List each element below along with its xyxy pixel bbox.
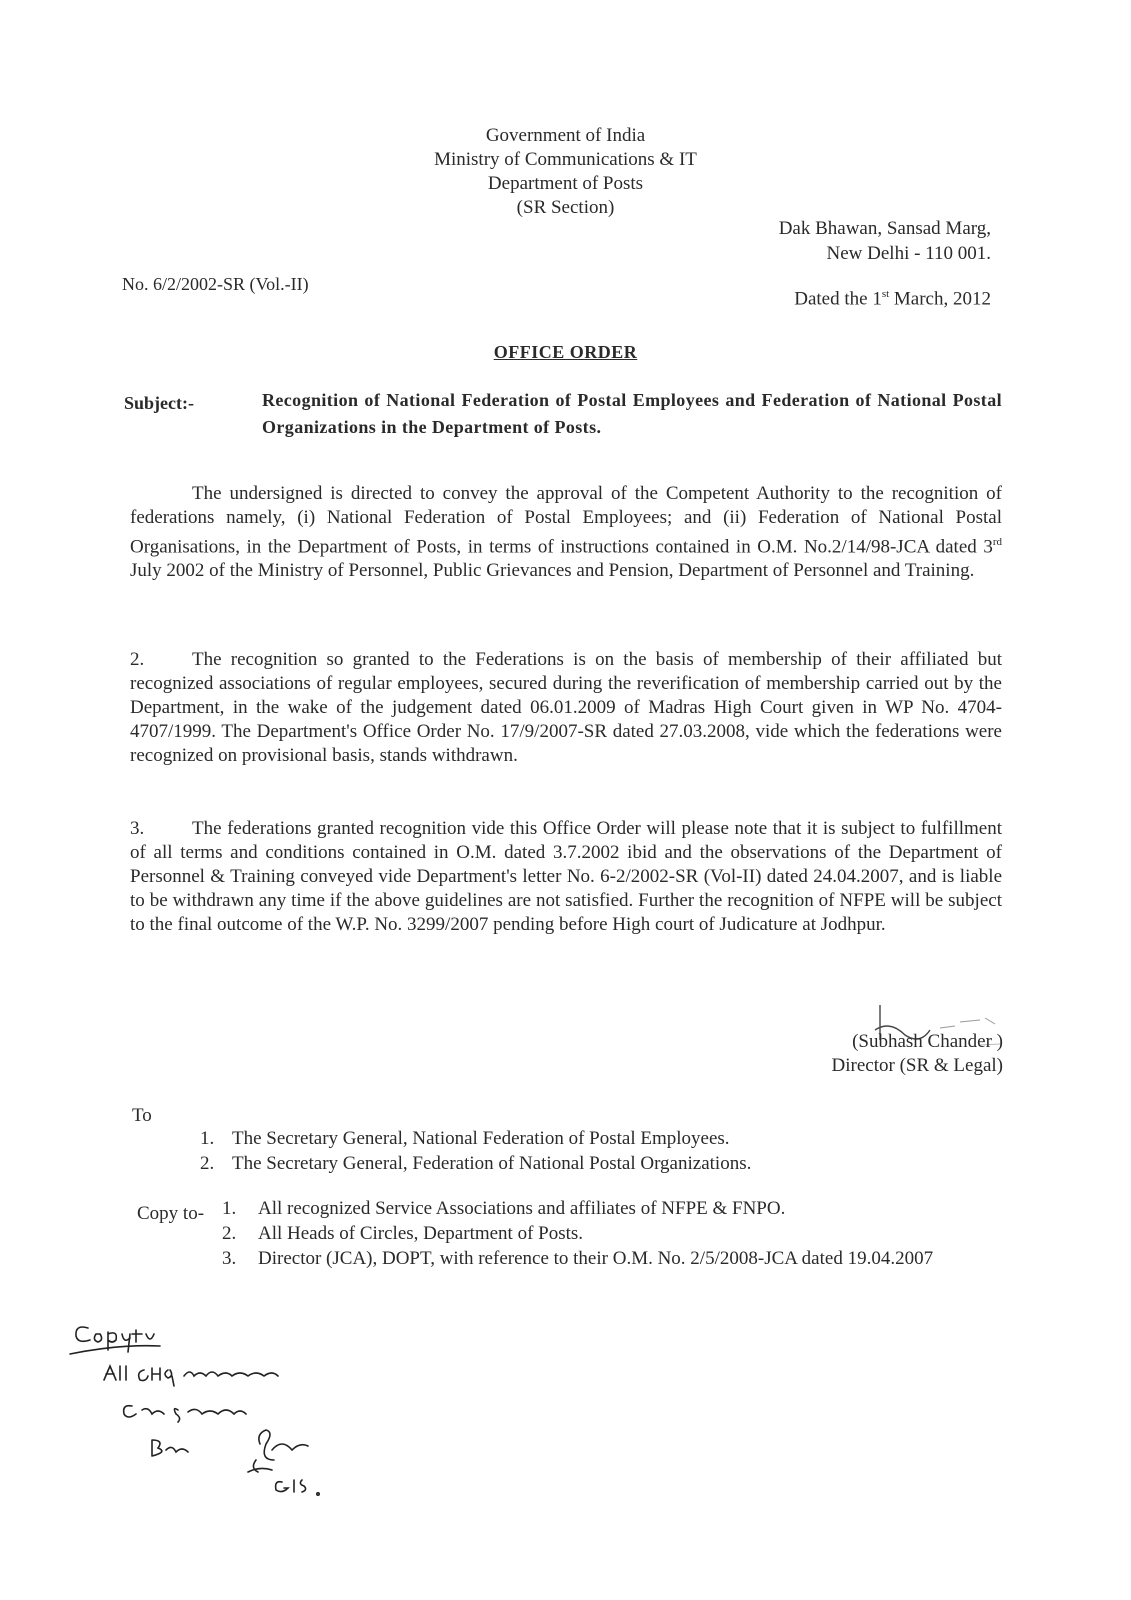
signatory-designation: Director (SR & Legal) xyxy=(831,1055,1003,1076)
letterhead-line-government: Government of India xyxy=(485,125,646,146)
addressee-item-text: The Secretary General, Federation of National Postal Organizations. xyxy=(232,1153,752,1174)
copy-to-item xyxy=(222,1221,1012,1246)
date-prefix: Dated the 1 xyxy=(794,288,882,310)
signatory-name: (Subhash Chander ) xyxy=(852,1031,1003,1052)
paragraph-1-part-b: July 2002 of the Ministry of Personnel, Public Grievances and Pension, Department of Personnel and Training. xyxy=(130,560,975,582)
addressee-item xyxy=(200,1126,751,1151)
copy-to-label: Copy to- xyxy=(137,1203,205,1224)
copy-to-item-number: 3. xyxy=(222,1248,237,1269)
addressee-item-number: 2. xyxy=(200,1153,215,1174)
addressee-label: To xyxy=(132,1105,152,1126)
date-superscript: st xyxy=(881,288,890,300)
address-line-2: New Delhi - 110 001. xyxy=(826,243,991,264)
subject-label: Subject:- xyxy=(124,393,194,413)
office-address xyxy=(779,216,991,266)
copy-to-list xyxy=(222,1196,1012,1271)
letterhead xyxy=(0,124,1131,220)
paragraph-3-number: 3. xyxy=(130,818,145,839)
letterhead-line-ministry: Ministry of Communications & IT xyxy=(434,149,697,170)
addressee-item xyxy=(200,1151,751,1176)
date-suffix: March, 2012 xyxy=(889,288,991,310)
subject-text: Recognition of National Federation of Postal Employees and Federation of National Postal Organizations in the Department of Posts. xyxy=(262,390,1002,437)
paragraph-2-text: The recognition so granted to the Federations is on the basis of membership of their affiliated but recognized associations of regular employees, secured during the reverification of membership carried out by the Department, in the wake of the judgement dated 06.01.2009 of Madras High Court given in WP No. 4704-4707/1999. The Department's Office Order No. 17/9/2007-SR dated 27.03.2008, vide which the federations were recognized on provisional basis, stands withdrawn. xyxy=(130,649,1002,766)
paragraph-1-superscript: rd xyxy=(992,536,1002,548)
handwritten-note-icon xyxy=(60,1310,390,1500)
date-line xyxy=(794,288,991,310)
copy-to-item-text: Director (JCA), DOPT, with reference to their O.M. No. 2/5/2008-JCA dated 19.04.2007 xyxy=(258,1248,934,1269)
letterhead-line-section: (SR Section) xyxy=(516,197,615,218)
address-line-1: Dak Bhawan, Sansad Marg, xyxy=(778,218,991,239)
copy-to-item xyxy=(222,1196,1012,1221)
copy-to-item-number: 2. xyxy=(222,1223,237,1244)
copy-to-item-number: 1. xyxy=(222,1198,237,1219)
copy-to-item-text: All Heads of Circles, Department of Posts. xyxy=(258,1223,584,1244)
addressee-item-text: The Secretary General, National Federation of Postal Employees. xyxy=(232,1128,730,1149)
paragraph-2-number: 2. xyxy=(130,649,145,670)
addressee-item-number: 1. xyxy=(200,1128,215,1149)
reference-number: No. 6/2/2002-SR (Vol.-II) xyxy=(122,274,309,294)
paragraph-2 xyxy=(130,648,1002,768)
paragraph-3-text: The federations granted recognition vide this Office Order will please note that it is subject to fulfillment of all terms and conditions contained in O.M. dated 3.7.2002 ibid and the observations of the Department of Personnel & Training conveyed vide Department's letter No. 6-2/2002-SR (Vol-II) dated 24.04.2007, and is liable to be withdrawn any time if the above guidelines are not satisfied. Further the recognition of NFPE will be subject to the final outcome of the W.P. No. 3299/2007 pending before High court of Judicature at Jodhpur. xyxy=(130,818,1002,935)
paragraph-3 xyxy=(130,817,1002,937)
paragraph-1-part-a: The undersigned is directed to convey the approval of the Competent Authority to the recognition of federations namely, (i) National Federation of Postal Employees; and (ii) Federation of National Postal Organisations, in the Department of Posts, in terms of instructions contained in O.M. No.2/14/98-JCA dated 3 xyxy=(130,483,1002,558)
copy-to-item xyxy=(222,1246,1012,1271)
copy-to-item-text: All recognized Service Associations and affiliates of NFPE & FNPO. xyxy=(258,1198,786,1219)
signature-block xyxy=(832,1030,1003,1078)
addressee-list xyxy=(200,1126,751,1176)
letterhead-line-department: Department of Posts xyxy=(487,173,644,194)
paragraph-1 xyxy=(130,482,1002,583)
document-title: OFFICE ORDER xyxy=(493,342,638,362)
